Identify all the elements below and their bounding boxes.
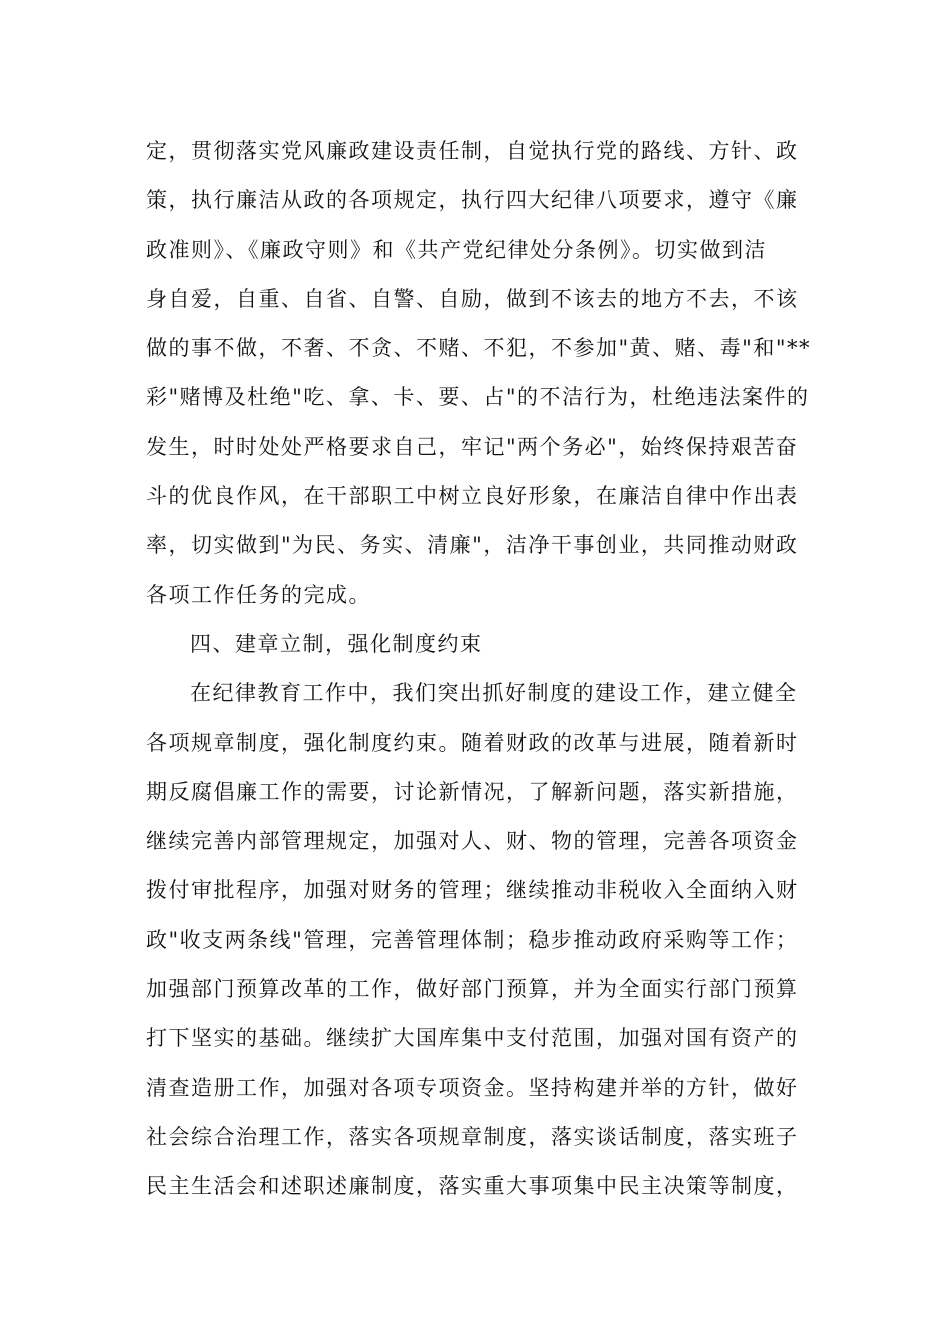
section-heading: 四、建章立制，强化制度约束	[190, 631, 483, 656]
text-line: 政准则》、《廉政守则》和《共产党纪律处分条例》。切实做到洁	[146, 237, 767, 262]
body-text	[146, 127, 811, 1212]
text-line: 发生，时时处处严格要求自己，牢记"两个务必"，始终保持艰苦奋	[146, 434, 799, 459]
text-line: 率，切实做到"为民、务实、清廉"，洁净干事创业，共同推动财政	[146, 533, 799, 558]
text-line: 期反腐倡廉工作的需要，讨论新情况，了解新问题，落实新措施，	[146, 779, 799, 804]
text-line: 民主生活会和述职述廉制度，落实重大事项集中民主决策等制度，	[146, 1174, 799, 1199]
text-line: 各项规章制度，强化制度约束。随着财政的改革与进展，随着新时	[146, 730, 799, 755]
text-line: 策，执行廉洁从政的各项规定，执行四大纪律八项要求，遵守《廉	[146, 188, 799, 213]
text-line: 各项工作任务的完成。	[146, 582, 371, 607]
text-line: 政"收支两条线"管理，完善管理体制；稳步推动政府采购等工作；	[146, 927, 799, 952]
text-line: 社会综合治理工作，落实各项规章制度，落实谈话制度，落实班子	[146, 1124, 799, 1149]
text-line: 身自爱，自重、自省、自警、自励，做到不该去的地方不去，不该	[146, 286, 799, 311]
paragraph-start-line: 在纪律教育工作中，我们突出抓好制度的建设工作，建立健全	[190, 681, 798, 706]
text-line: 拨付审批程序，加强对财务的管理；继续推动非税收入全面纳入财	[146, 878, 799, 903]
text-line: 做的事不做，不奢、不贪、不赌、不犯，不参加"黄、赌、毒"和"**	[146, 336, 811, 361]
text-line: 彩"赌博及杜绝"吃、拿、卡、要、占"的不洁行为，杜绝违法案件的	[146, 385, 810, 410]
text-line: 定，贯彻落实党风廉政建设责任制，自觉执行党的路线、方针、政	[146, 139, 799, 163]
text-line: 斗的优良作风，在干部职工中树立良好形象，在廉洁自律中作出表	[146, 484, 799, 509]
text-line: 清查造册工作，加强对各项专项资金。坚持构建并举的方针，做好	[146, 1075, 799, 1100]
text-line: 打下坚实的基础。继续扩大国库集中支付范围，加强对国有资产的	[146, 1026, 799, 1051]
text-line: 继续完善内部管理规定，加强对人、财、物的管理，完善各项资金	[146, 829, 799, 854]
text-line: 加强部门预算改革的工作，做好部门预算，并为全面实行部门预算	[146, 977, 799, 1002]
